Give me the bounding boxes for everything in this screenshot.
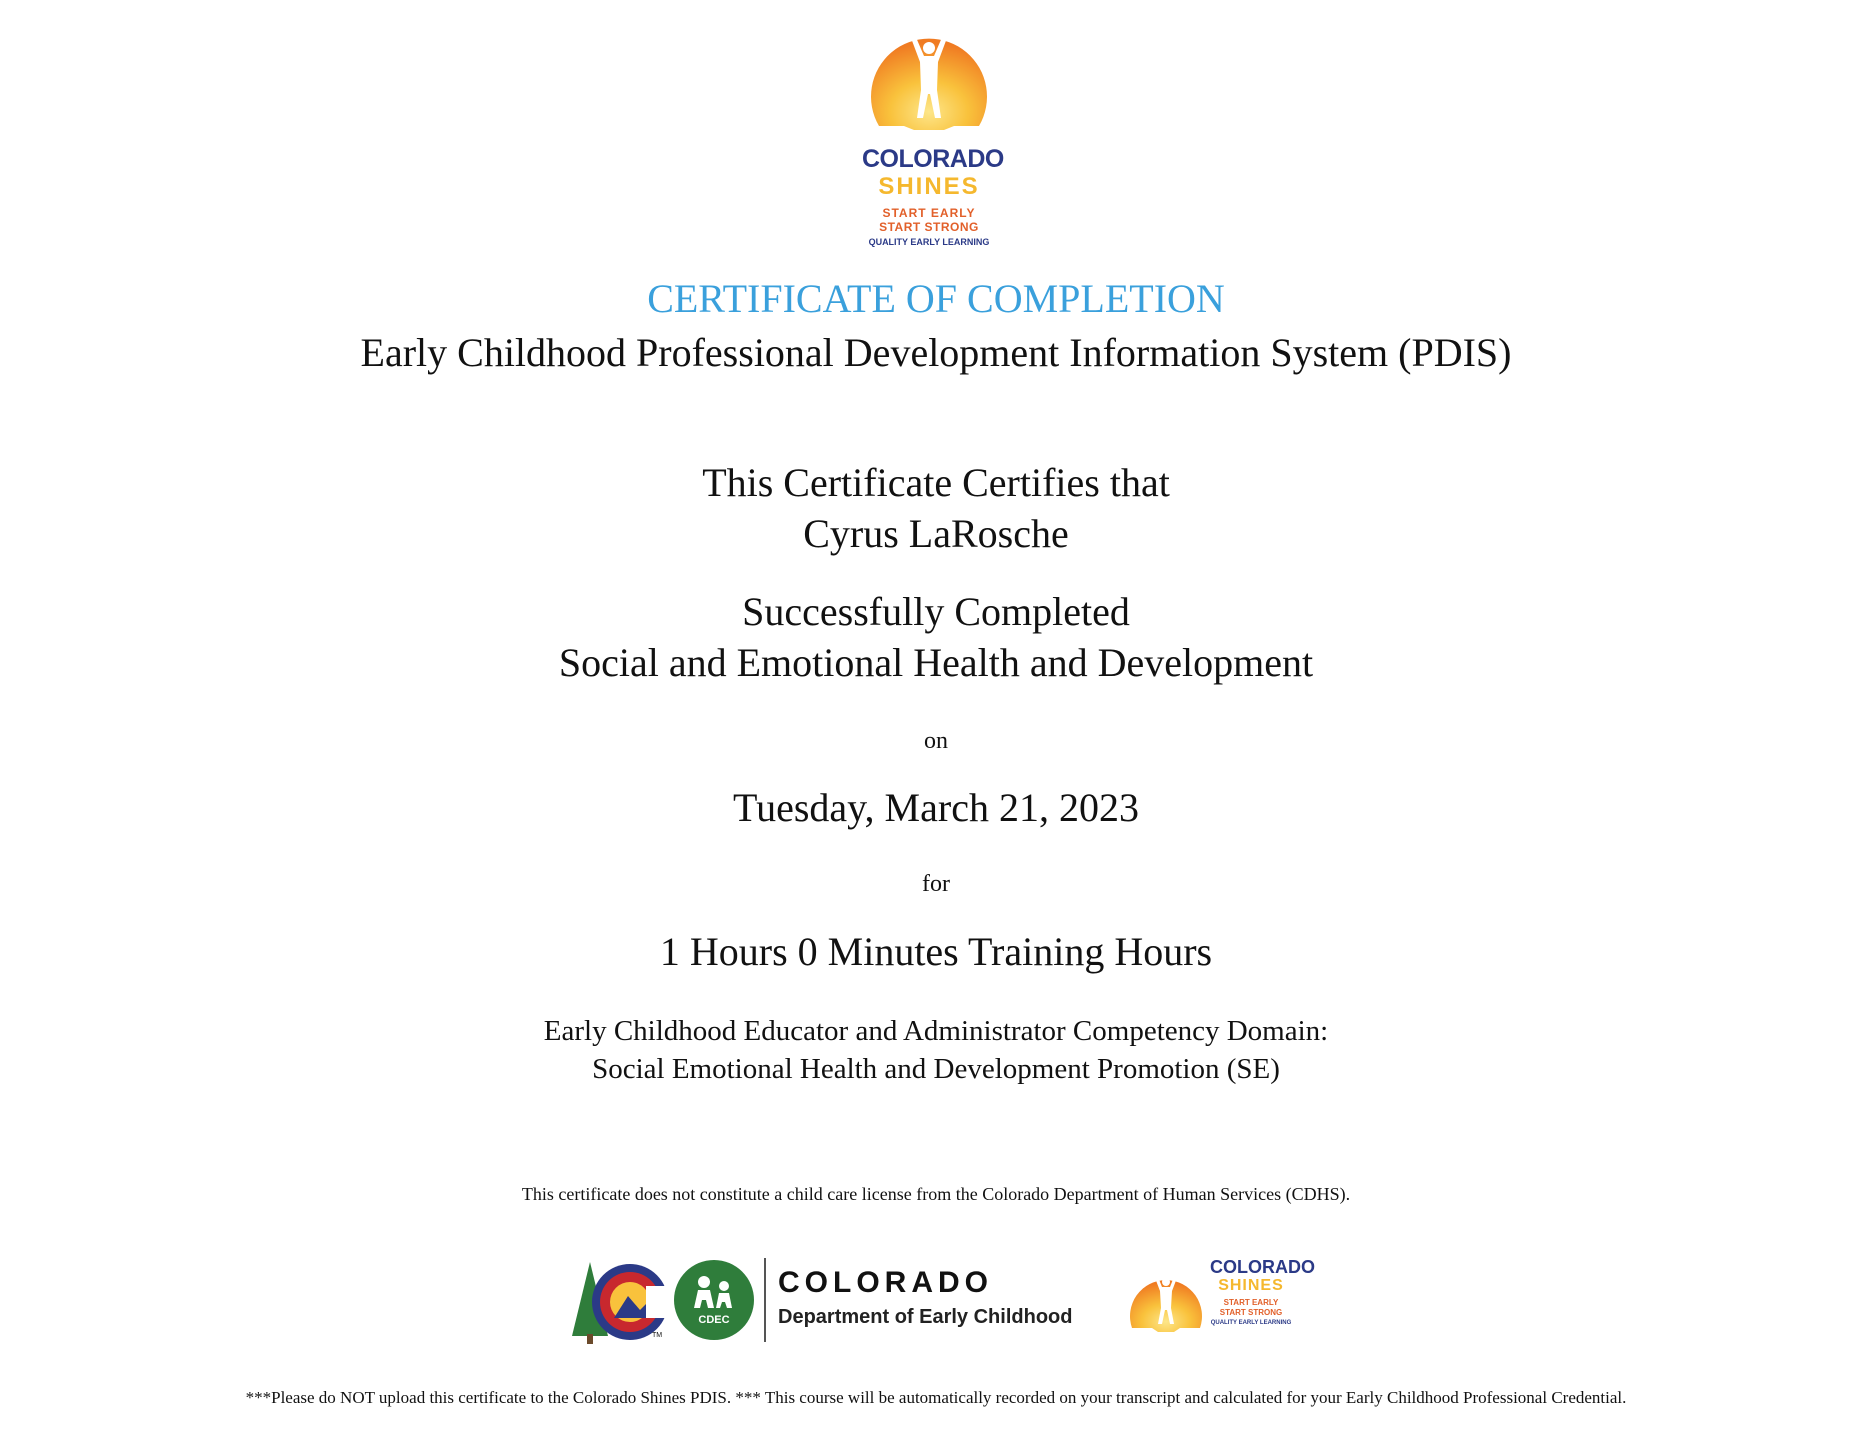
recipient-name: Cyrus LaRosche [803,511,1069,556]
certifies-line: This Certificate Certifies that [702,460,1170,505]
small-logo-shines: SHINES [1218,1277,1284,1294]
license-disclaimer: This certificate does not constitute a child care license from the Colorado Department of Human Services (CDHS). [521,1184,1351,1204]
trademark-mark: TM [652,1332,663,1339]
logo-colorado-text: COLORADO [862,145,1004,173]
competency-domain-value: Social Emotional Health and Development Promotion (SE) [592,1053,1280,1085]
footer-logo-strip [568,1252,1315,1352]
logo-shines-text: SHINES [878,173,980,200]
logo-divider [764,1258,766,1342]
system-name: Early Childhood Professional Development Information System (PDIS) [360,330,1512,375]
course-title: Social and Emotional Health and Development [558,640,1314,685]
on-label: on [924,728,948,754]
colorado-shines-logo [862,18,1004,256]
logo-tagline-2: START STRONG [879,220,979,234]
small-logo-tagline-2: START STRONG [1219,1308,1283,1317]
for-label: for [922,871,950,897]
small-logo-tagline-3: QUALITY EARLY LEARNING [1210,1320,1292,1326]
children-figures-icon [674,1260,754,1340]
small-logo-tagline-1: START EARLY [1223,1298,1279,1307]
completed-line: Successfully Completed [742,589,1130,634]
logo-tagline-3: QUALITY EARLY LEARNING [868,237,990,247]
logo-tagline-1: START EARLY [882,206,976,220]
small-logo-colorado: COLORADO [1210,1257,1315,1277]
certificate-title: CERTIFICATE OF COMPLETION [647,276,1225,321]
completion-date: Tuesday, March 21, 2023 [733,785,1139,830]
cdec-logo-icon [674,1260,754,1340]
department-name: Department of Early Childhood [778,1306,1073,1328]
training-hours: 1 Hours 0 Minutes Training Hours [659,929,1213,974]
competency-domain-label: Early Childhood Educator and Administrator Competency Domain: [543,1015,1329,1047]
upload-notice: ***Please do NOT upload this certificate to the Colorado Shines PDIS. *** This course will be automatically recorded on your transcript and calculated for your Early Childhood Professional Credential. [245,1388,1627,1407]
colorado-state-text: COLORADO [778,1266,993,1299]
cdec-abbr: CDEC [698,1314,730,1326]
small-sun-icon [1124,1262,1208,1346]
